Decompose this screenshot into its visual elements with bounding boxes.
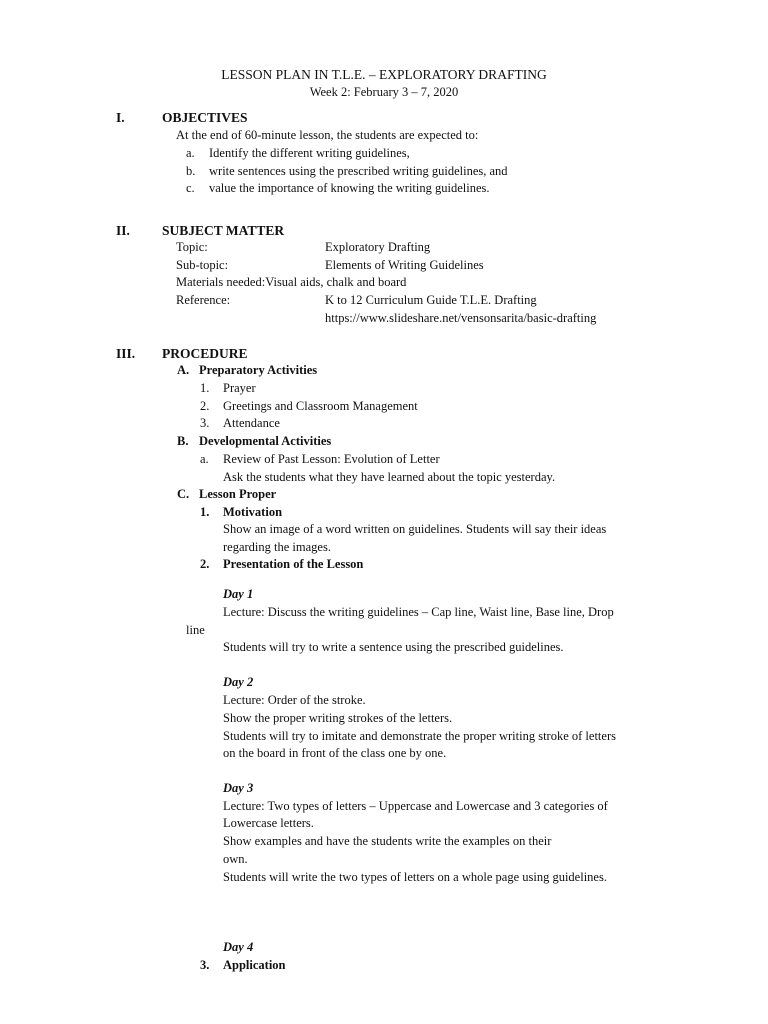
section-number-subject-matter: II. [116, 223, 130, 238]
prep-item-attendance: Attendance [223, 416, 280, 430]
document-title: LESSON PLAN IN T.L.E. – EXPLORATORY DRAFTING [221, 67, 547, 82]
subtopic-label: Sub-topic: [176, 258, 229, 272]
presentation-heading: Presentation of the Lesson [223, 557, 364, 571]
section-number-objectives: I. [116, 110, 125, 125]
day1-lecture: Lecture: Discuss the writing guidelines – Cap line, Waist line, Base line, Drop [223, 605, 614, 619]
reference-label: Reference: [176, 293, 231, 307]
day1-lecture-wrap: line [186, 623, 205, 637]
reference-value: K to 12 Curriculum Guide T.L.E. Drafting [325, 293, 537, 307]
prep-marker-2: 2. [200, 399, 210, 413]
section-heading-subject-matter: SUBJECT MATTER [162, 223, 285, 238]
subsection-marker-b: B. [177, 434, 189, 448]
day3-lecture-2: Lowercase letters. [223, 816, 314, 830]
objectives-intro: At the end of 60-minute lesson, the students are expected to: [176, 128, 479, 142]
dev-item-review: Review of Past Lesson: Evolution of Letter [223, 452, 440, 466]
motivation-heading: Motivation [223, 505, 283, 519]
dev-item-desc: Ask the students what they have learned about the topic yesterday. [223, 470, 556, 484]
prep-marker-1: 1. [200, 381, 210, 395]
objective-marker-b: b. [186, 164, 196, 178]
day2-activity-1: Students will try to imitate and demonstrate the proper writing stroke of letters [223, 729, 616, 743]
subsection-heading-developmental: Developmental Activities [199, 434, 332, 448]
objective-item-b: write sentences using the prescribed writing guidelines, and [209, 164, 508, 178]
prep-marker-3: 3. [200, 416, 210, 430]
presentation-marker: 2. [200, 557, 210, 571]
motivation-text-2: regarding the images. [223, 540, 331, 554]
reference-url: https://www.slideshare.net/vensonsarita/basic-drafting [325, 311, 597, 325]
subsection-heading-lesson-proper: Lesson Proper [199, 487, 277, 501]
subsection-heading-preparatory: Preparatory Activities [199, 363, 318, 377]
application-heading: Application [223, 958, 286, 972]
day2-lecture: Lecture: Order of the stroke. [223, 693, 366, 707]
motivation-marker: 1. [200, 505, 210, 519]
subtopic-value: Elements of Writing Guidelines [325, 258, 484, 272]
day1-activity: Students will try to write a sentence using the prescribed guidelines. [223, 640, 564, 654]
section-heading-objectives: OBJECTIVES [162, 110, 248, 125]
objective-marker-a: a. [186, 146, 195, 160]
day1-label: Day 1 [223, 587, 254, 601]
subsection-marker-a: A. [177, 363, 190, 377]
materials-needed: Materials needed:Visual aids, chalk and board [176, 275, 407, 289]
objective-item-c: value the importance of knowing the writing guidelines. [209, 181, 490, 195]
section-number-procedure: III. [116, 346, 136, 361]
day3-activity: Students will write the two types of letters on a whole page using guidelines. [223, 870, 607, 884]
day3-label: Day 3 [223, 781, 254, 795]
day2-label: Day 2 [223, 675, 254, 689]
prep-item-prayer: Prayer [223, 381, 256, 395]
subsection-marker-c: C. [177, 487, 190, 501]
dev-marker-a: a. [200, 452, 209, 466]
week-subtitle: Week 2: February 3 – 7, 2020 [309, 85, 459, 99]
objective-item-a: Identify the different writing guidelines, [209, 146, 410, 160]
day3-lecture-1: Lecture: Two types of letters – Uppercase and Lowercase and 3 categories of [223, 799, 608, 813]
day3-show-1: Show examples and have the students write the examples on their [223, 834, 552, 848]
topic-label: Topic: [176, 240, 208, 254]
section-heading-procedure: PROCEDURE [162, 346, 248, 361]
day3-show-2: own. [223, 852, 248, 866]
application-marker: 3. [200, 958, 210, 972]
topic-value: Exploratory Drafting [325, 240, 431, 254]
day2-show: Show the proper writing strokes of the letters. [223, 711, 453, 725]
prep-item-greetings: Greetings and Classroom Management [223, 399, 418, 413]
motivation-text-1: Show an image of a word written on guidelines. Students will say their ideas [223, 522, 607, 536]
objective-marker-c: c. [186, 181, 195, 195]
day2-activity-2: on the board in front of the class one by one. [223, 746, 447, 760]
day4-label: Day 4 [223, 940, 254, 954]
